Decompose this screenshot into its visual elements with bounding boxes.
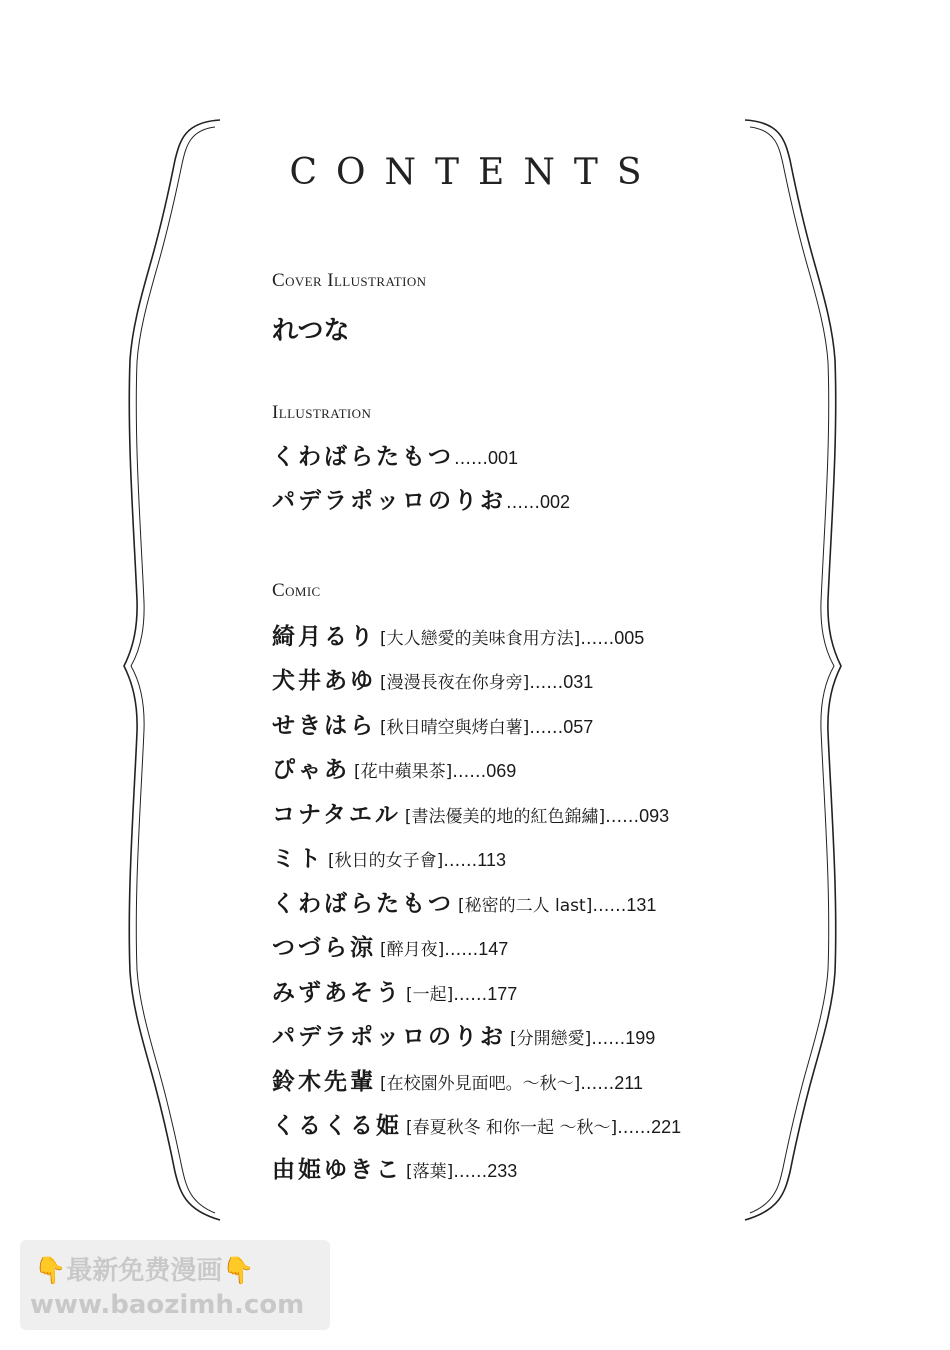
entry-leader: ……	[506, 493, 540, 513]
entry-page: 131	[626, 895, 657, 915]
comic-entry	[272, 662, 593, 702]
entry-work-title: [大人戀愛的美味食用方法]	[380, 629, 581, 649]
entry-leader: ……	[592, 896, 627, 916]
entry-author: 犬井あゆ	[272, 668, 376, 694]
entry-page: 001	[488, 448, 519, 468]
comic-entry	[272, 840, 506, 880]
entry-leader: ……	[605, 807, 640, 827]
entry-author: みずあそう	[272, 980, 402, 1006]
entry-author: くわばらたもつ	[272, 444, 454, 470]
comic-entry	[272, 1151, 517, 1191]
entry-leader: ……	[529, 673, 564, 693]
entry-leader: ……	[580, 629, 615, 649]
section-heading-illustration: Illustration	[272, 402, 372, 423]
entry-page: 233	[487, 1161, 518, 1181]
cover-author: れつな	[272, 316, 350, 346]
entry-author: つづら涼	[272, 935, 376, 961]
entry-work-title: [分開戀愛]	[510, 1029, 592, 1049]
entry-page: 113	[477, 850, 506, 870]
comic-entry	[272, 929, 508, 969]
watermark-line-1: 👇最新免费漫画👇	[34, 1256, 255, 1286]
entry-leader: ……	[453, 985, 488, 1005]
entry-work-title: [秘密的二人 last]	[458, 896, 593, 916]
entry-page: 002	[540, 492, 571, 512]
entry-author: コナタエル	[272, 802, 401, 828]
entry-author: ミト	[272, 846, 324, 872]
entry-work-title: [秋日晴空與烤白薯]	[380, 718, 530, 738]
entry-work-title: [花中蘋果茶]	[354, 762, 453, 782]
entry-author: 綺月るり	[272, 624, 376, 650]
entry-leader: ……	[454, 449, 488, 469]
comic-entry	[272, 751, 516, 791]
comic-entry	[272, 1063, 643, 1103]
entry-author: ぴゃあ	[272, 757, 350, 783]
comic-entry	[272, 707, 593, 747]
watermark	[20, 1240, 330, 1330]
entry-leader: ……	[452, 762, 487, 782]
entry-work-title: [落葉]	[406, 1162, 454, 1182]
entry-page: 211	[614, 1073, 643, 1093]
entry-work-title: [漫漫長夜在你身旁]	[380, 673, 530, 693]
entry-author: せきはら	[272, 713, 376, 739]
entry-page: 069	[486, 761, 517, 781]
illustration-entry	[272, 438, 518, 478]
entry-leader: ……	[453, 1162, 488, 1182]
comic-entry	[272, 796, 669, 836]
comic-entry	[272, 974, 517, 1014]
entry-work-title: [在校園外見面吧。～秋～]	[380, 1074, 581, 1094]
entry-leader: ……	[591, 1029, 626, 1049]
comic-entry	[272, 885, 656, 925]
section-heading-comic: Comic	[272, 580, 321, 601]
entry-leader: ……	[580, 1074, 615, 1094]
page-title: CONTENTS	[289, 152, 661, 193]
entry-leader: ……	[444, 940, 479, 960]
entry-leader: ……	[443, 851, 478, 871]
entry-author: 由姫ゆきこ	[272, 1157, 402, 1183]
entry-page: 177	[487, 984, 518, 1004]
entry-work-title: [一起]	[406, 985, 454, 1005]
entry-author: くわばらたもつ	[272, 891, 454, 917]
entry-leader: ……	[617, 1118, 652, 1138]
entry-page: 031	[563, 672, 594, 692]
entry-page: 147	[478, 939, 509, 959]
comic-entry	[272, 1018, 655, 1058]
entry-author: パデラポッロのりお	[272, 1024, 506, 1050]
entry-work-title: [書法優美的地的紅色錦繡]	[404, 807, 606, 827]
entry-page: 057	[563, 717, 594, 737]
comic-entry	[272, 1107, 681, 1147]
entry-page: 005	[614, 628, 645, 648]
comic-entry	[272, 618, 644, 658]
entry-page: 221	[651, 1117, 682, 1137]
entry-author: パデラポッロのりお	[272, 488, 506, 514]
entry-work-title: [醉月夜]	[380, 940, 445, 960]
watermark-url: www.baozimh.com	[30, 1290, 305, 1320]
entry-work-title: [秋日的女子會]	[328, 851, 444, 871]
entry-leader: ……	[529, 718, 564, 738]
illustration-entry	[272, 482, 570, 522]
entry-page: 199	[625, 1028, 656, 1048]
entry-author: くるくる姫	[272, 1113, 402, 1139]
entry-author: 鈴木先輩	[272, 1069, 376, 1095]
entry-page: 093	[639, 806, 670, 826]
section-heading-cover: Cover Illustration	[272, 270, 427, 291]
entry-work-title: [春夏秋冬 和你一起 ～秋～]	[406, 1118, 618, 1138]
